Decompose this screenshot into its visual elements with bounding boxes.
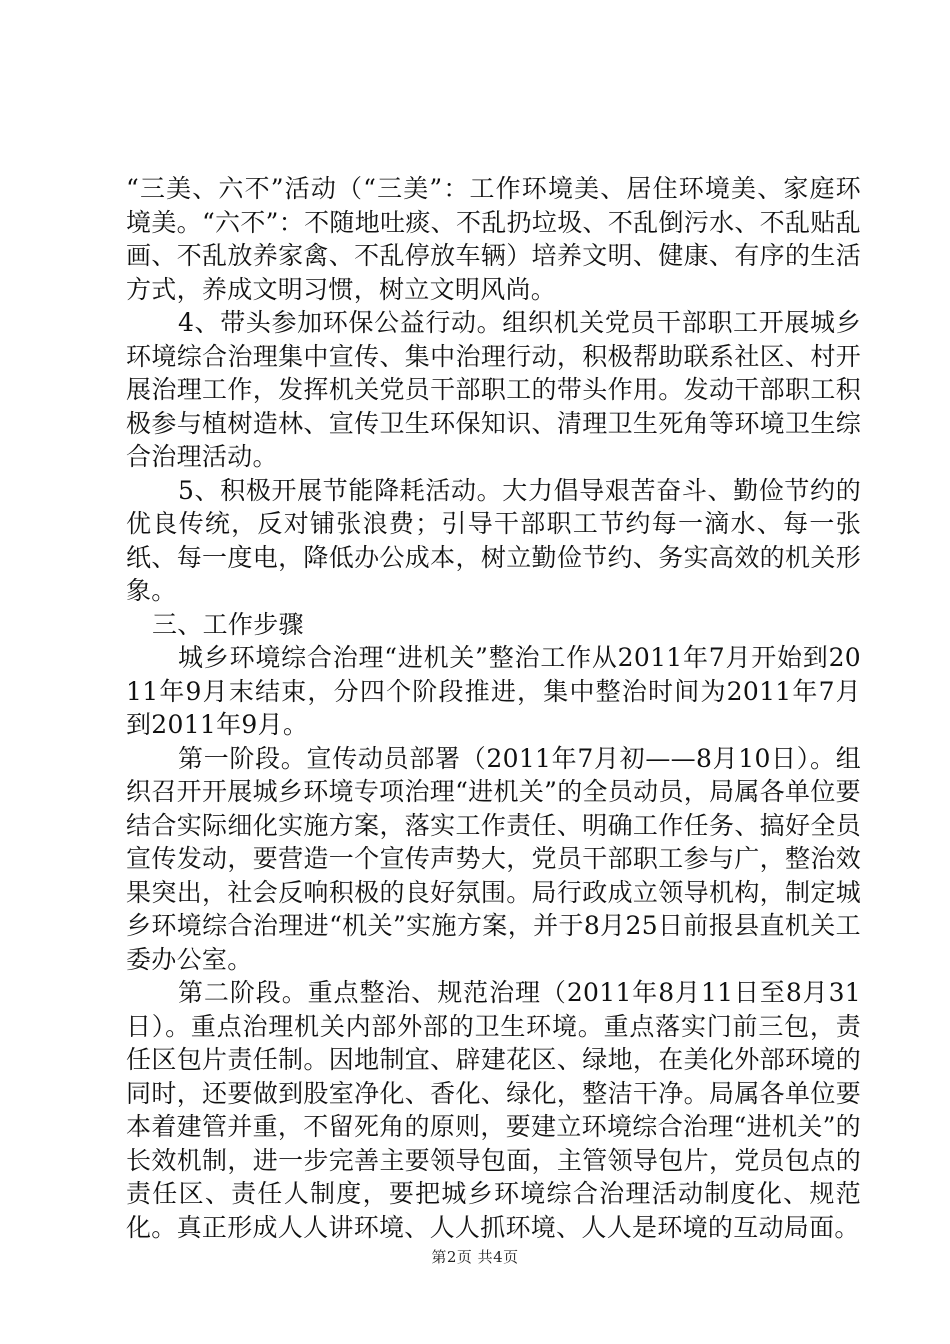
section-heading: 三、工作步骤 <box>152 609 304 639</box>
document-body <box>126 172 861 1244</box>
paragraph-stage-1: 第一阶段。宣传动员部署（2011年7月初——8月10日）。组织召开开展城乡环境专项治理“进机关”的全员动员，局属各单位要结合实际细化实施方案，落实工作责任、明确工作任务、搞好全员宣传发动，要营造一个宣传声势大，党员干部职工参与广，整治效果突出，社会反响积极的良好氛围。局行政成立领导机构，制定城乡环境综合治理进“机关”实施方案，并于8月25日前报县直机关工委办公室。 <box>126 743 861 974</box>
paragraph-continuation: “三美、六不”活动（“三美”：工作环境美、居住环境美、家庭环境美。“六不”：不随地吐痰、不乱扔垃圾、不乱倒污水、不乱贴乱画、不乱放养家禽、不乱停放车辆）培养文明、健康、有序的生活方式，养成文明习惯，树立文明风尚。 <box>126 174 861 304</box>
paragraph-item-5: 5、积极开展节能降耗活动。大力倡导艰苦奋斗、勤俭节约的优良传统，反对铺张浪费；引导干部职工节约每一滴水、每一张纸、每一度电，降低办公成本，树立勤俭节约、务实高效的机关形象。 <box>126 475 861 605</box>
paragraph-stage-2: 第二阶段。重点整治、规范治理（2011年8月11日至8月31日）。重点治理机关内部外部的卫生环境。重点落实门前三包，责任区包片责任制。因地制宜、辟建花区、绿地，在美化外部环境的同时，还要做到股室净化、香化、绿化，整洁干净。局属各单位要本着建管并重，不留死角的原则，要建立环境综合治理“进机关”的长效机制，进一步完善主要领导包面，主管领导包片，党员包点的责任区、责任人制度，要把城乡环境综合治理活动制度化、规范化。真正形成人人讲环境、人人抓环境、人人是环境的互动局面。 <box>126 978 861 1242</box>
paragraph-item-4: 4、带头参加环保公益行动。组织机关党员干部职工开展城乡环境综合治理集中宣传、集中治理行动，积极帮助联系社区、村开展治理工作，发挥机关党员干部职工的带头作用。发动干部职工积极参与植树造林、宣传卫生环保知识、清理卫生死角等环境卫生综合治理活动。 <box>126 308 861 471</box>
paragraph-schedule: 城乡环境综合治理“进机关”整治工作从2011年7月开始到2011年9月末结束，分四个阶段推进，集中整治时间为2011年7月到2011年9月。 <box>126 643 861 739</box>
page-footer: 第2页 共4页 <box>431 1248 519 1266</box>
